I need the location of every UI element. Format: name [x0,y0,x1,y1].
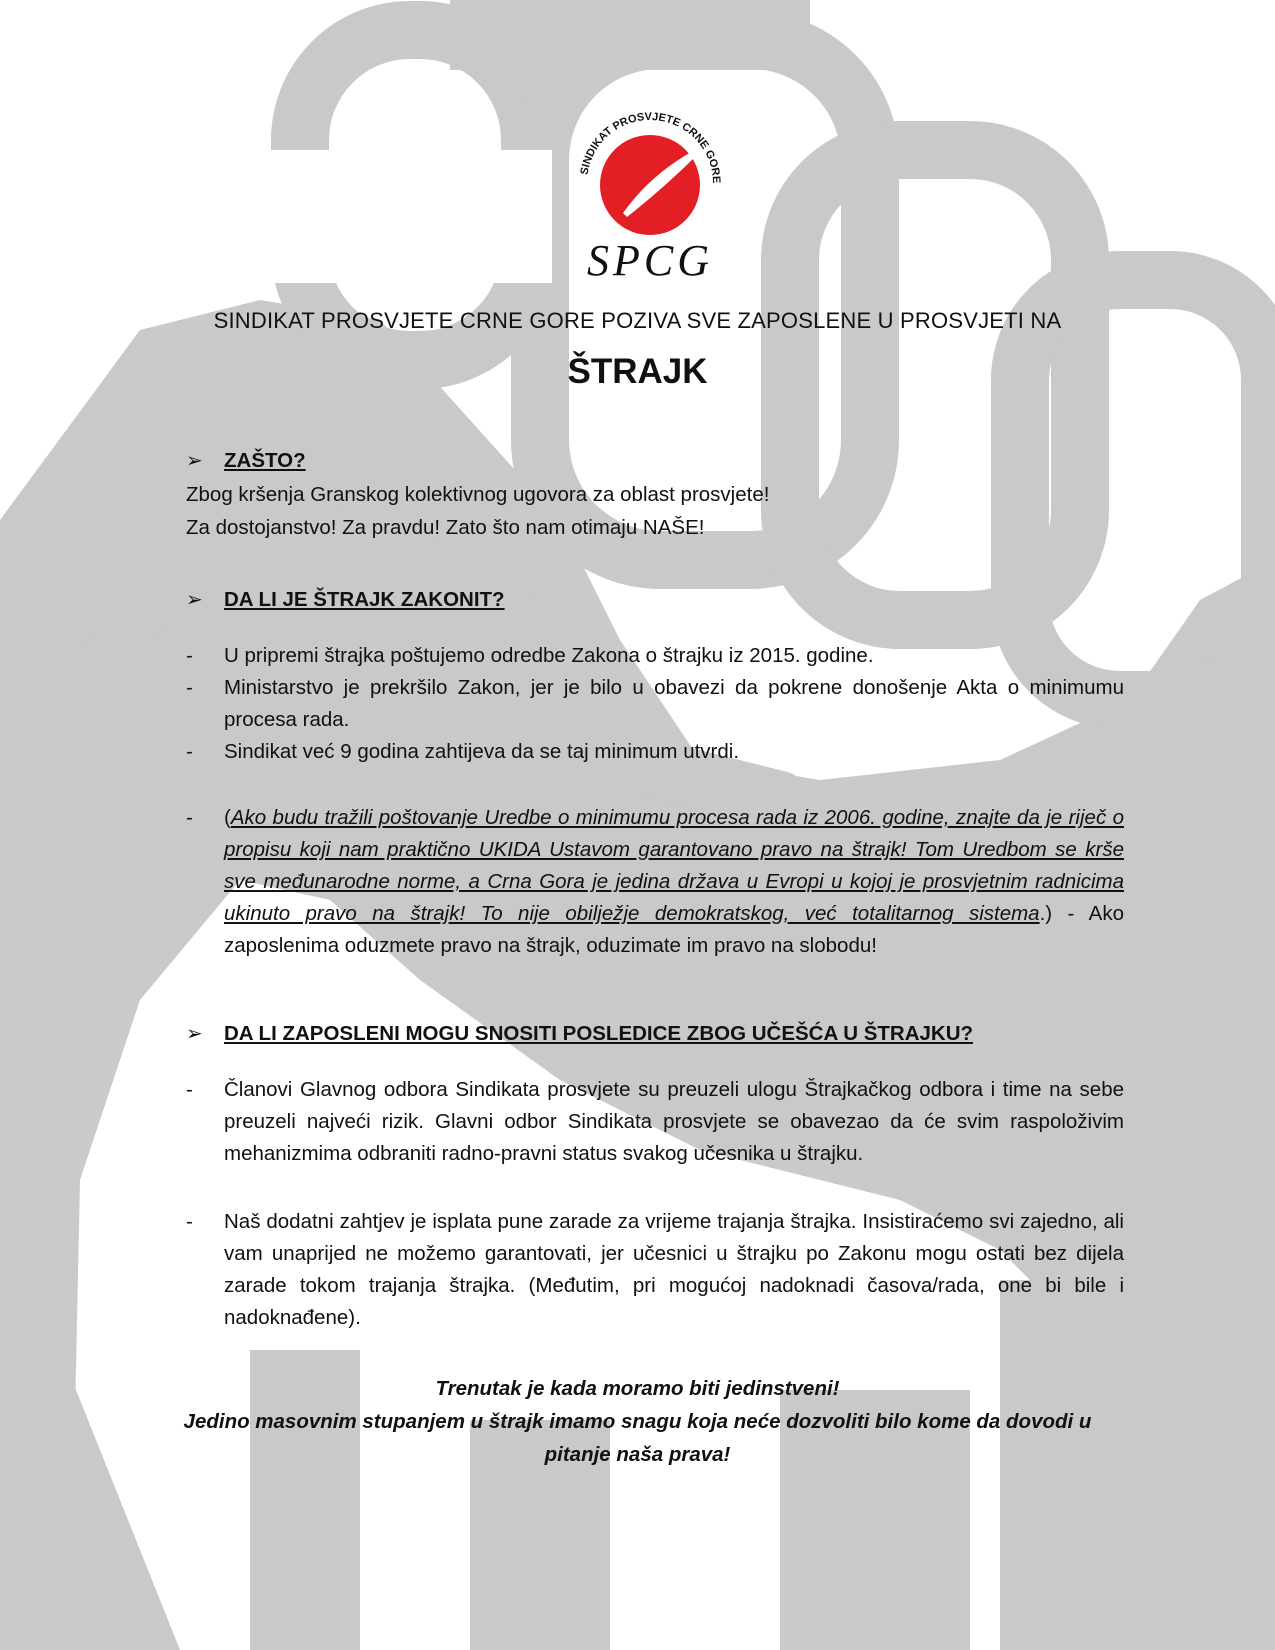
blank-area [147,150,552,283]
dash-bullet: - [186,1078,193,1101]
note-text [224,802,1124,962]
arrow-bullet-icon: ➢ [186,450,203,472]
logo-ring-text: SINDIKAT PROSVJETE CRNE GORE [578,110,723,184]
note-rest: .) - Ako zaposlenima oduzmete pravo na štrajk, oduzimate im pravo na slobodu! [224,902,1124,957]
dash-bullet: - [186,806,193,829]
dash-bullet: - [186,676,193,699]
list-item-text: Članovi Glavnog odbora Sindikata prosvjete su preuzeli ulogu Štrajkačkog odbora i time na sebe preuzeli najveći rizik. Glavni odbor Sindikata prosvjete se obavezao da će svim raspoloživim mehanizmima odbraniti radno-pravni status svakog učesnika u štrajku. [224,1078,1124,1165]
why-line: Zbog kršenja Granskog kolektivnog ugovora za oblast prosvjete! [186,483,770,506]
dash-bullet: - [186,740,193,763]
page-title: ŠTRAJK [567,352,708,391]
logo-mark-text: SPCG [587,236,713,285]
list-item-text: U pripremi štrajka poštujemo odredbe Zakona o štrajku iz 2015. godine. [224,644,874,667]
note-open: ( [224,806,231,829]
section-legal-heading [186,587,505,612]
arrow-bullet-icon: ➢ [186,589,203,611]
arrow-bullet-icon: ➢ [186,1023,203,1045]
closing-line: Jedino masovnim stupanjem u štrajk imamo snagu koja neće dozvoliti bilo kome da dovodi u [183,1410,1092,1433]
list-item-text: Sindikat već 9 godina zahtijeva da se taj minimum utvrdi. [224,740,740,763]
section-title: DA LI JE ŠTRAJK ZAKONIT? [224,588,505,611]
note-italic: Ako budu tražili poštovanje Uredbe o minimumu procesa rada iz 2006. godine, znajte da je riječ o propisu koji nam praktično UKIDA Ustavom garantovano pravo na štrajk! Tom Uredbom se krše sve međunarodne norme, a Crna Gora je jedina država u Evropi u kojoj je prosvjetnim radnicima ukinuto pravo na štrajk! To nije obilježje demokratskog, već totalitarnog sistema [224,806,1124,925]
closing-line: Trenutak je kada moramo biti jedinstveni! [435,1377,840,1400]
list-item-text: Ministarstvo je prekršilo Zakon, jer je bilo u obavezi da pokrene donošenje Akta o minimumu procesa rada. [224,676,1124,731]
closing-line: pitanje naša prava! [544,1443,731,1466]
intro-heading: SINDIKAT PROSVJETE CRNE GORE POZIVA SVE ZAPOSLENE U PROSVJETI NA [213,308,1062,333]
section-title: ZAŠTO? [224,449,306,472]
why-line: Za dostojanstvo! Za pravdu! Zato što nam otimaju NAŠE! [186,516,705,539]
spcg-logo [565,105,735,290]
section-consequences-heading [186,1021,973,1046]
section-title: DA LI ZAPOSLENI MOGU SNOSITI POSLEDICE ZBOG UČEŠĆA U ŠTRAJKU? [224,1022,974,1045]
list-item-text: Naš dodatni zahtjev je isplata pune zarade za vrijeme trajanja štrajka. Insistiraćemo svi zajedno, ali vam unaprijed ne možemo garantovati, jer učesnici u štrajku po Zakonu mogu ostati bez dijela zarade tokom trajanja štrajka. (Međutim, pri mogućoj nadoknadi časova/rada, one bi bile i nadoknađene). [224,1210,1124,1329]
section-why-heading [186,448,306,473]
dash-bullet: - [186,1210,193,1233]
dash-bullet: - [186,644,193,667]
